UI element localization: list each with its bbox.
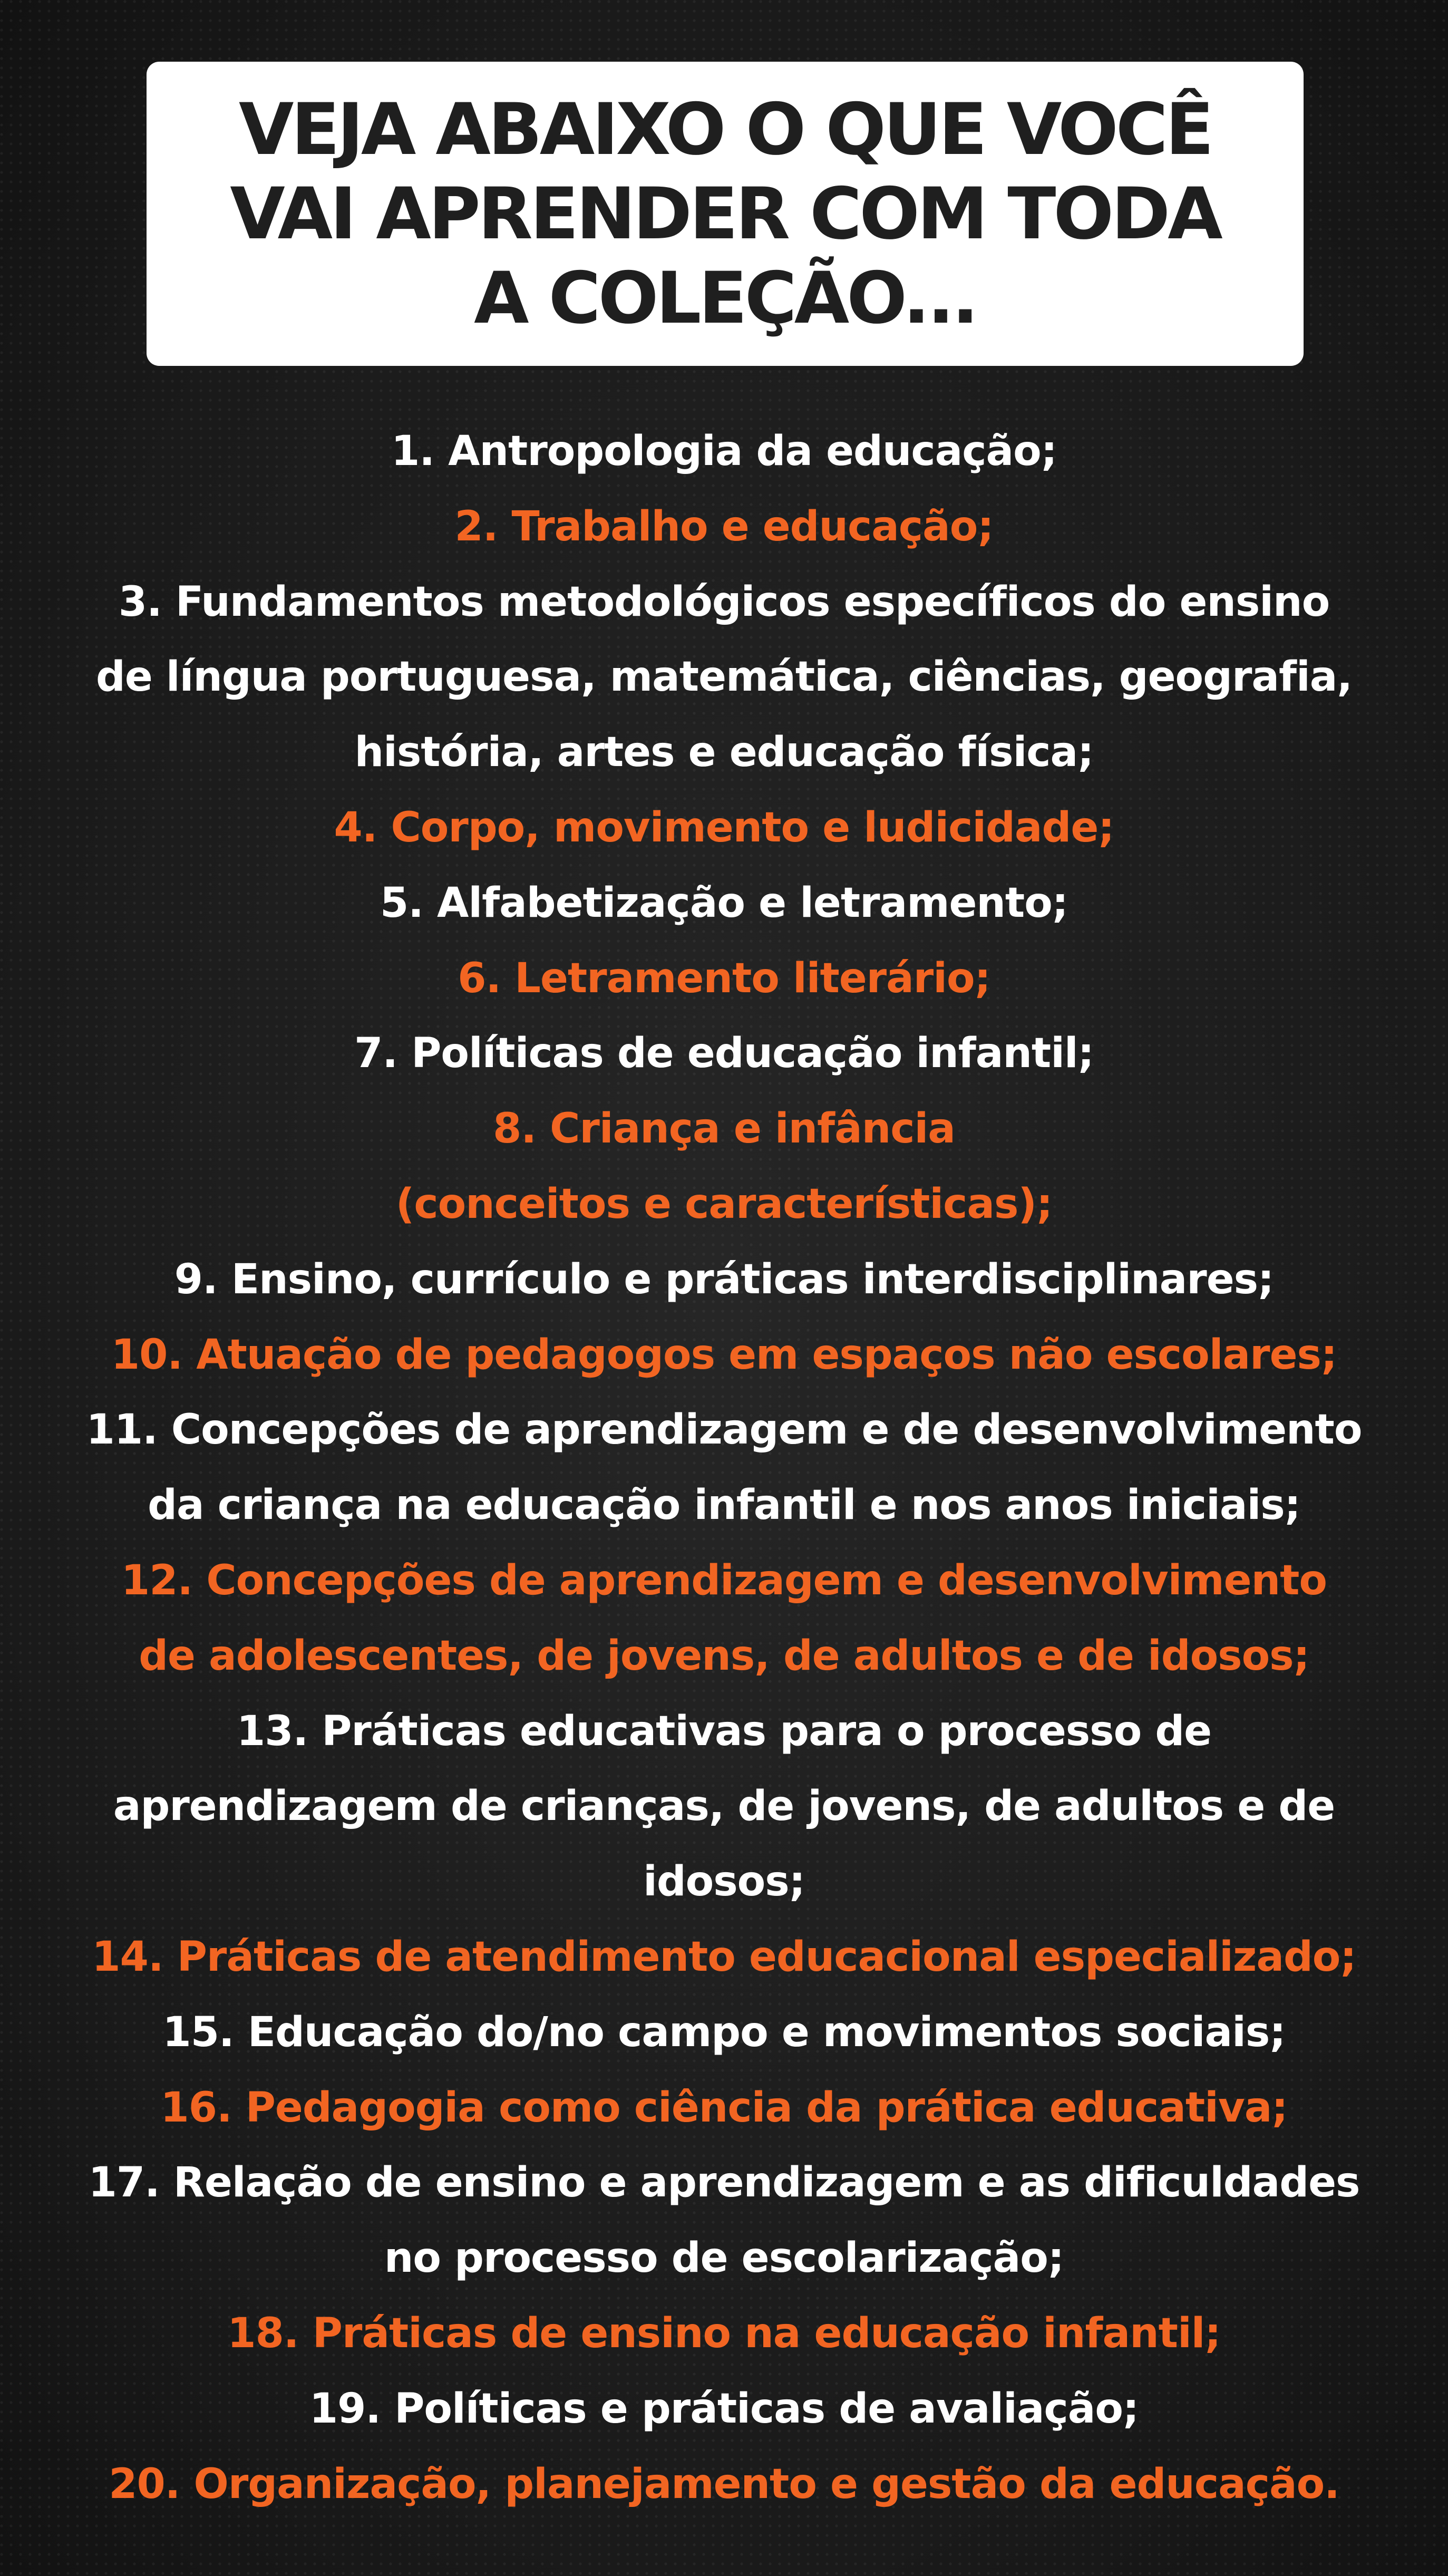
- list-item-text: 11. Concepções de aprendizagem e de desenvolvimento: [86, 1406, 1362, 1454]
- list-item: [53, 1242, 1395, 1318]
- list-item: [53, 2070, 1395, 2146]
- list-item-text: 16. Pedagogia como ciência da prática educativa;: [160, 2084, 1288, 2132]
- list-item-text: 17. Relação de ensino e aprendizagem e as dificuldades: [88, 2159, 1360, 2207]
- list-item-text: aprendizagem de crianças, de jovens, de adultos e de: [113, 1783, 1335, 1831]
- list-item: [53, 2447, 1395, 2522]
- title-line: VAI APRENDER COM TODA: [230, 172, 1220, 255]
- list-item: [53, 1543, 1395, 1694]
- list-item-text: 12. Concepções de aprendizagem e desenvolvimento: [121, 1556, 1327, 1604]
- list-item: [53, 489, 1395, 565]
- list-item-text: de língua portuguesa, matemática, ciências, geografia,: [96, 653, 1352, 701]
- list-item: [53, 1920, 1395, 1995]
- list-item: [53, 1694, 1395, 1920]
- list-item: [53, 866, 1395, 941]
- list-item: [53, 2296, 1395, 2371]
- list-item-text: 13. Práticas educativas para o processo de: [236, 1707, 1212, 1755]
- page-title: [230, 88, 1220, 341]
- list-item-text: história, artes e educação física;: [354, 729, 1094, 777]
- list-item-text: 14. Práticas de atendimento educacional especializado;: [92, 1933, 1356, 1981]
- list-item: [53, 1318, 1395, 1393]
- list-item-text: 3. Fundamentos metodológicos específicos do ensino: [118, 578, 1330, 626]
- list-item: [53, 565, 1395, 790]
- list-item-text: 10. Atuação de pedagogos em espaços não escolares;: [111, 1331, 1337, 1379]
- list-item-text: 4. Corpo, movimento e ludicidade;: [334, 803, 1114, 851]
- title-line: VEJA ABAIXO O QUE VOCÊ: [238, 88, 1212, 171]
- list-item-text: 9. Ensino, currículo e práticas interdisciplinares;: [174, 1255, 1274, 1303]
- topic-list: [53, 414, 1395, 2522]
- list-item-text: 5. Alfabetização e letramento;: [380, 879, 1068, 927]
- list-item-text: 19. Políticas e práticas de avaliação;: [309, 2385, 1139, 2433]
- list-item: [53, 1995, 1395, 2070]
- list-item-text: idosos;: [643, 1858, 805, 1906]
- list-item-text: de adolescentes, de jovens, de adultos e de idosos;: [139, 1632, 1309, 1680]
- list-item-text: 20. Organização, planejamento e gestão da educação.: [109, 2460, 1339, 2508]
- list-item-text: 2. Trabalho e educação;: [454, 502, 994, 550]
- list-item-text: 18. Práticas de ensino na educação infantil;: [227, 2309, 1221, 2357]
- list-item-text: 15. Educação do/no campo e movimentos sociais;: [162, 2008, 1286, 2056]
- list-item-text: no processo de escolarização;: [384, 2234, 1064, 2282]
- list-item: [53, 1016, 1395, 1091]
- header-banner: [147, 62, 1304, 366]
- list-item-text: (conceitos e características);: [395, 1180, 1053, 1228]
- list-item: [53, 1392, 1395, 1543]
- list-item-text: 7. Políticas de educação infantil;: [354, 1030, 1094, 1078]
- list-item: [53, 1091, 1395, 1242]
- list-item: [53, 2371, 1395, 2447]
- list-item: [53, 414, 1395, 489]
- list-item-text: da criança na educação infantil e nos anos iniciais;: [148, 1481, 1300, 1529]
- list-item: [53, 941, 1395, 1016]
- title-line: A COLEÇÃO...: [474, 256, 976, 340]
- list-item-text: 1. Antropologia da educação;: [391, 428, 1057, 475]
- list-item: [53, 790, 1395, 866]
- list-item-text: 6. Letramento literário;: [458, 954, 990, 1002]
- list-item-text: 8. Criança e infância: [493, 1105, 955, 1153]
- list-item: [53, 2145, 1395, 2296]
